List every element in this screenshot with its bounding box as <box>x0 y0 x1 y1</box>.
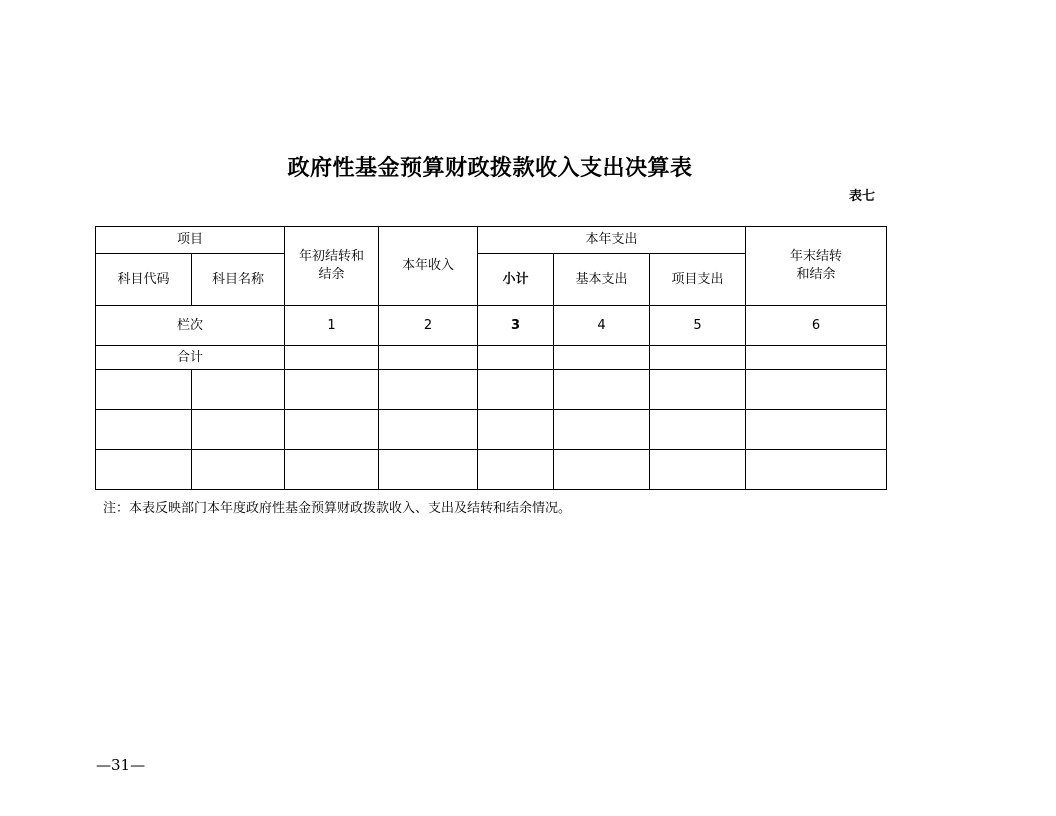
header-income: 本年收入 <box>379 227 478 306</box>
column-index-3: 3 <box>478 306 554 346</box>
table-cell <box>379 370 478 410</box>
table-cell <box>96 410 192 450</box>
table-cell <box>554 346 650 370</box>
table-cell <box>192 410 285 450</box>
table-cell <box>379 450 478 490</box>
header-basic-expense: 基本支出 <box>554 254 650 306</box>
table-cell <box>554 410 650 450</box>
budget-table <box>95 226 887 490</box>
table-cell <box>650 410 746 450</box>
header-subtotal: 小计 <box>478 254 554 306</box>
table-row <box>96 450 887 490</box>
header-opening-balance <box>285 227 379 306</box>
header-code: 科目代码 <box>96 254 192 306</box>
table-cell <box>554 370 650 410</box>
column-index-2: 2 <box>379 306 478 346</box>
header-project-expense: 项目支出 <box>650 254 746 306</box>
table-cell <box>192 370 285 410</box>
page-title: 政府性基金预算财政拨款收入支出决算表 <box>287 156 693 181</box>
table-note: 注：本表反映部门本年度政府性基金预算财政拨款收入、支出及结转和结余情况。 <box>103 501 572 516</box>
table-cell <box>192 450 285 490</box>
header-closing-balance <box>746 227 887 306</box>
table-cell <box>379 410 478 450</box>
table-cell <box>554 450 650 490</box>
column-index-label: 栏次 <box>96 306 285 346</box>
column-index-4: 4 <box>554 306 650 346</box>
table-cell <box>285 346 379 370</box>
table-tag: 表七 <box>849 189 876 204</box>
table-cell <box>285 410 379 450</box>
total-row-label: 合计 <box>96 346 285 370</box>
table-cell <box>746 410 887 450</box>
column-index-6: 6 <box>746 306 887 346</box>
table-cell <box>285 370 379 410</box>
header-item-group: 项目 <box>96 227 285 254</box>
table-cell <box>478 346 554 370</box>
table-cell <box>650 370 746 410</box>
table-cell <box>478 370 554 410</box>
table-cell <box>96 370 192 410</box>
column-index-1: 1 <box>285 306 379 346</box>
column-index-5: 5 <box>650 306 746 346</box>
table-cell <box>379 346 478 370</box>
header-name: 科目名称 <box>192 254 285 306</box>
header-expense-group: 本年支出 <box>478 227 746 254</box>
table-cell <box>650 450 746 490</box>
column-index-row <box>96 306 887 346</box>
header-opening-balance-label: 年初结转和结余 <box>299 249 365 282</box>
table-cell <box>746 450 887 490</box>
header-row-1 <box>96 227 887 254</box>
table-cell <box>478 450 554 490</box>
table-row <box>96 370 887 410</box>
table-cell <box>650 346 746 370</box>
table-row <box>96 410 887 450</box>
header-closing-balance-label: 年末结转和结余 <box>790 249 843 282</box>
total-row <box>96 346 887 370</box>
table-cell <box>746 346 887 370</box>
table-cell <box>285 450 379 490</box>
page-number: —31— <box>96 756 146 774</box>
table-cell <box>96 450 192 490</box>
table-cell <box>746 370 887 410</box>
table-cell <box>478 410 554 450</box>
